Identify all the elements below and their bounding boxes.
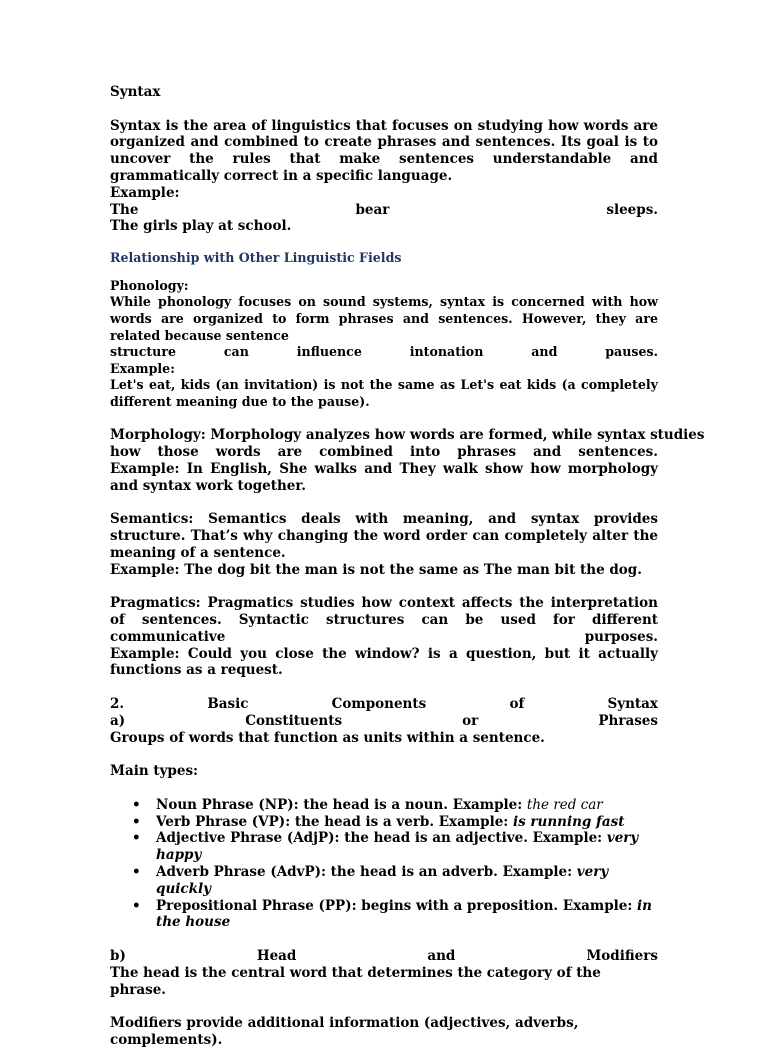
list-item: • Adverb Phrase (AdvP): the head is an adverb. Example: very quickly [156,864,658,898]
phonology-example: Let's eat, kids (an invitation) is not the same as Let's eat kids (a completely different meaning due to the pause). [110,377,658,409]
intro-example-2: The girls play at school. [110,218,292,235]
head-modifiers-heading: b) Head and Modifiers [110,948,658,965]
pragmatics-text: Pragmatics: Pragmatics studies how context affects the interpretation of sentences. Syntactic structures can be used for different communicative purposes. [110,595,658,645]
phonology-text: While phonology focuses on sound systems, syntax is concerned with how words are organized to form phrases and sentences. However, they are related because sentence [110,294,658,343]
intro-example-1: The bear sleeps. [110,201,658,218]
section-heading: Relationship with Other Linguistic Fields [110,250,402,266]
intro-paragraph: Syntax is the area of linguistics that focuses on studying how words are organized and combined to create phrases and sentences. Its goal is to uncover the rules that make sentences understandable and grammatically correct in a specific language. [110,117,658,184]
list-item: • Verb Phrase (VP): the head is a verb. Example: is running fast [156,814,658,831]
constituents-description: Groups of words that function as units within a sentence. [110,729,545,746]
constituents-heading: a) Constituents or Phrases [110,712,658,729]
modifiers-description: Modifiers provide additional information (adjectives, adverbs, complements). [110,1015,579,1048]
morphology-example: Example: In English, She walks and They walk show how morphology and syntax work together. [110,460,658,494]
semantics-text: Semantics: Semantics deals with meaning, and syntax provides structure. That’s why changing the word order can completely alter the meaning of a sentence. [110,511,658,561]
list-item: • Adjective Phrase (AdjP): the head is an adjective. Example: very happy [156,830,658,864]
phonology-label: Phonology: [110,277,189,293]
intro-example-label: Example: [110,184,180,201]
morphology-line1: Morphology: Morphology analyzes how words are formed, while syntax studies [110,427,705,444]
list-item: • Noun Phrase (NP): the head is a noun. Example: the red car [156,797,658,814]
list-item: • Prepositional Phrase (PP): begins with a preposition. Example: in the house [156,898,658,932]
phrase-types-list [110,797,658,931]
semantics-example: Example: The dog bit the man is not the same as The man bit the dog. [110,561,642,578]
head-description: The head is the central word that determines the category of the phrase. [110,964,601,998]
components-heading: 2. Basic Components of Syntax [110,696,658,713]
phonology-text-last-line: structure can influence intonation and pauses. [110,344,658,360]
document-page [110,84,705,1049]
phonology-example-label: Example: [110,360,175,376]
page-title: Syntax [110,84,161,100]
pragmatics-example: Example: Could you close the window? is a question, but it actually functions as a request. [110,645,658,679]
morphology-line2: how those words are combined into phrases and sentences. [110,444,658,461]
main-types-label: Main types: [110,763,199,780]
